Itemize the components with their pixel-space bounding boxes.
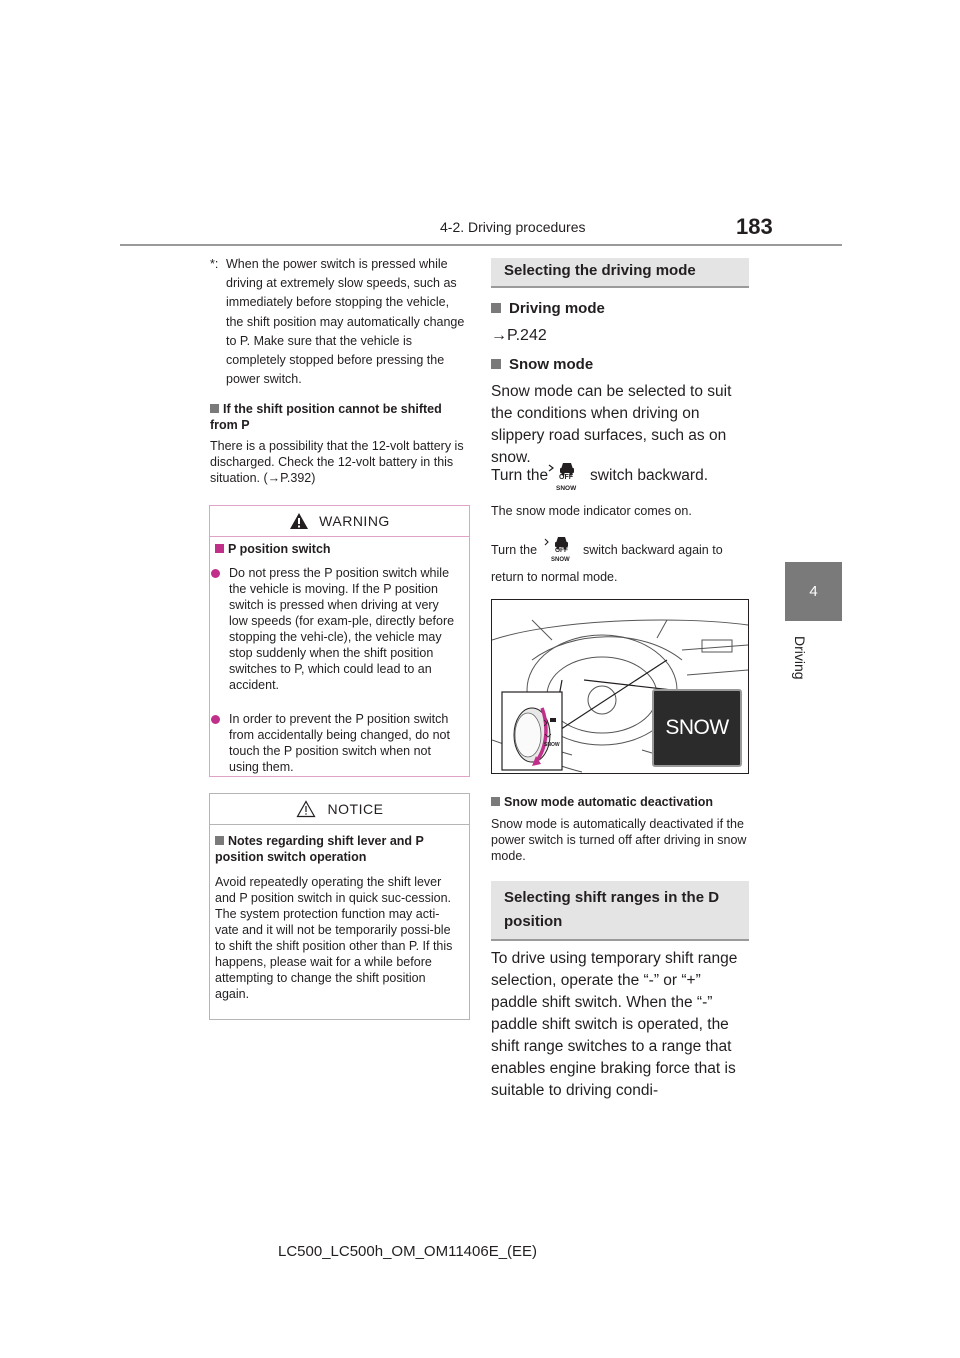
square-bullet-icon bbox=[210, 404, 219, 413]
shift-ranges-body: To drive using temporary shift range selection, operate the “-” or “+” paddle shift switch. When the “-” paddle shift switch is operated, the shift range switches to a range that enables engine braking force that is suitable to driving condi- bbox=[491, 950, 738, 1099]
turn-switch-text: Turn the bbox=[491, 467, 549, 484]
turn-again-text: Turn the bbox=[491, 543, 538, 557]
notice-title: NOTICE bbox=[327, 801, 384, 817]
notice-body: Avoid repeatedly operating the shift lever and P position switch in quick suc-cession. The system protection function may acti-vate and it will not be temporarily possi-ble to shift the shift position other than P. If this happens, please wait for a while before attempting to change the shift position again. bbox=[215, 875, 453, 1001]
driving-mode-reference: →P.242 bbox=[491, 327, 547, 344]
warning-triangle-icon bbox=[289, 512, 309, 530]
turn-again-tail: return to normal mode. bbox=[491, 570, 618, 584]
footer-code: LC500_LC500h_OM_OM11406E_(EE) bbox=[278, 1243, 538, 1260]
warning-bullet-1: Do not press the P position switch while the vehicle is moving. If the P position switch is pressed when driving at very low speeds (for exam-ple, directly before stopping the vehi-cle), the vehicle may stop suddenly when the shift position switches to P, which could lead to an accident. bbox=[215, 565, 461, 693]
bullet-dot-icon bbox=[211, 715, 220, 724]
auto-deactivation-heading: Snow mode automatic deactivation bbox=[491, 794, 749, 810]
header-rule bbox=[120, 244, 842, 246]
snow-switch-snow-label: SNOW bbox=[551, 557, 570, 563]
turn-again-suffix: switch backward again to bbox=[583, 543, 723, 557]
notice-header bbox=[210, 794, 469, 824]
notice-triangle-icon bbox=[296, 800, 316, 818]
driving-mode-heading: Driving mode bbox=[491, 298, 605, 320]
cockpit-illustration bbox=[491, 599, 749, 774]
indicator-text: The snow mode indicator comes on. bbox=[491, 504, 692, 518]
square-bullet-icon bbox=[215, 836, 224, 845]
section-title-driving-mode: Selecting the driving mode bbox=[491, 258, 749, 288]
snow-switch-off-label: OFF bbox=[559, 474, 573, 481]
snow-indicator-label: SNOW bbox=[665, 716, 729, 739]
snow-indicator-display bbox=[652, 689, 742, 767]
dial-snow-label: SNOW bbox=[544, 742, 560, 748]
section-title-shift-ranges: Selecting shift ranges in the D position bbox=[491, 881, 749, 941]
notice-subhead: Notes regarding shift lever and P position switch operation bbox=[215, 834, 424, 864]
warning-bullet-2: In order to prevent the P position switch from accidentally being changed, do not touch the P position switch when not using them. bbox=[215, 711, 461, 775]
square-bullet-icon bbox=[491, 797, 500, 806]
footnote-mark: *: bbox=[210, 257, 219, 271]
page-number: 183 bbox=[736, 214, 773, 239]
warning-box bbox=[209, 505, 470, 777]
shift-position-heading: If the shift position cannot be shifted from P bbox=[210, 402, 442, 432]
snow-switch-snow-label: SNOW bbox=[556, 485, 577, 492]
snow-mode-heading: Snow mode bbox=[491, 354, 593, 376]
chapter-number: 4 bbox=[809, 583, 818, 600]
snow-switch-off-label: OFF bbox=[555, 547, 568, 554]
footnote-text: When the power switch is pressed while driving at extremely slow speeds, such as immediately before stopping the vehicle, the shift position may automatically change to P. Make sure that the vehicle is completely stopped before pressing the power switch. bbox=[226, 257, 465, 387]
warning-title: WARNING bbox=[319, 513, 390, 529]
snow-switch-icon-small bbox=[543, 531, 579, 567]
snow-switch-icon bbox=[547, 456, 585, 494]
square-bullet-icon bbox=[215, 544, 224, 553]
square-bullet-icon bbox=[491, 359, 501, 369]
footnote bbox=[210, 255, 468, 389]
shift-position-body: There is a possibility that the 12-volt battery is discharged. Check the 12-volt battery in this situation. (→P.392) bbox=[210, 439, 464, 485]
chapter-tab bbox=[785, 562, 842, 621]
snow-mode-body: Snow mode can be selected to suit the conditions when driving on slippery road surfaces, such as on snow. bbox=[491, 383, 732, 466]
section-header: 4-2. Driving procedures bbox=[440, 219, 586, 235]
square-bullet-icon bbox=[491, 303, 501, 313]
chapter-label: Driving bbox=[792, 636, 808, 680]
turn-switch-suffix: switch backward. bbox=[590, 467, 709, 484]
warning-subhead: P position switch bbox=[215, 541, 461, 557]
warning-header bbox=[210, 506, 469, 536]
notice-box bbox=[209, 793, 470, 1020]
auto-deactivation-body: Snow mode is automatically deactivated if the power switch is turned off after driving in snow mode. bbox=[491, 817, 747, 863]
bullet-dot-icon bbox=[211, 569, 220, 578]
